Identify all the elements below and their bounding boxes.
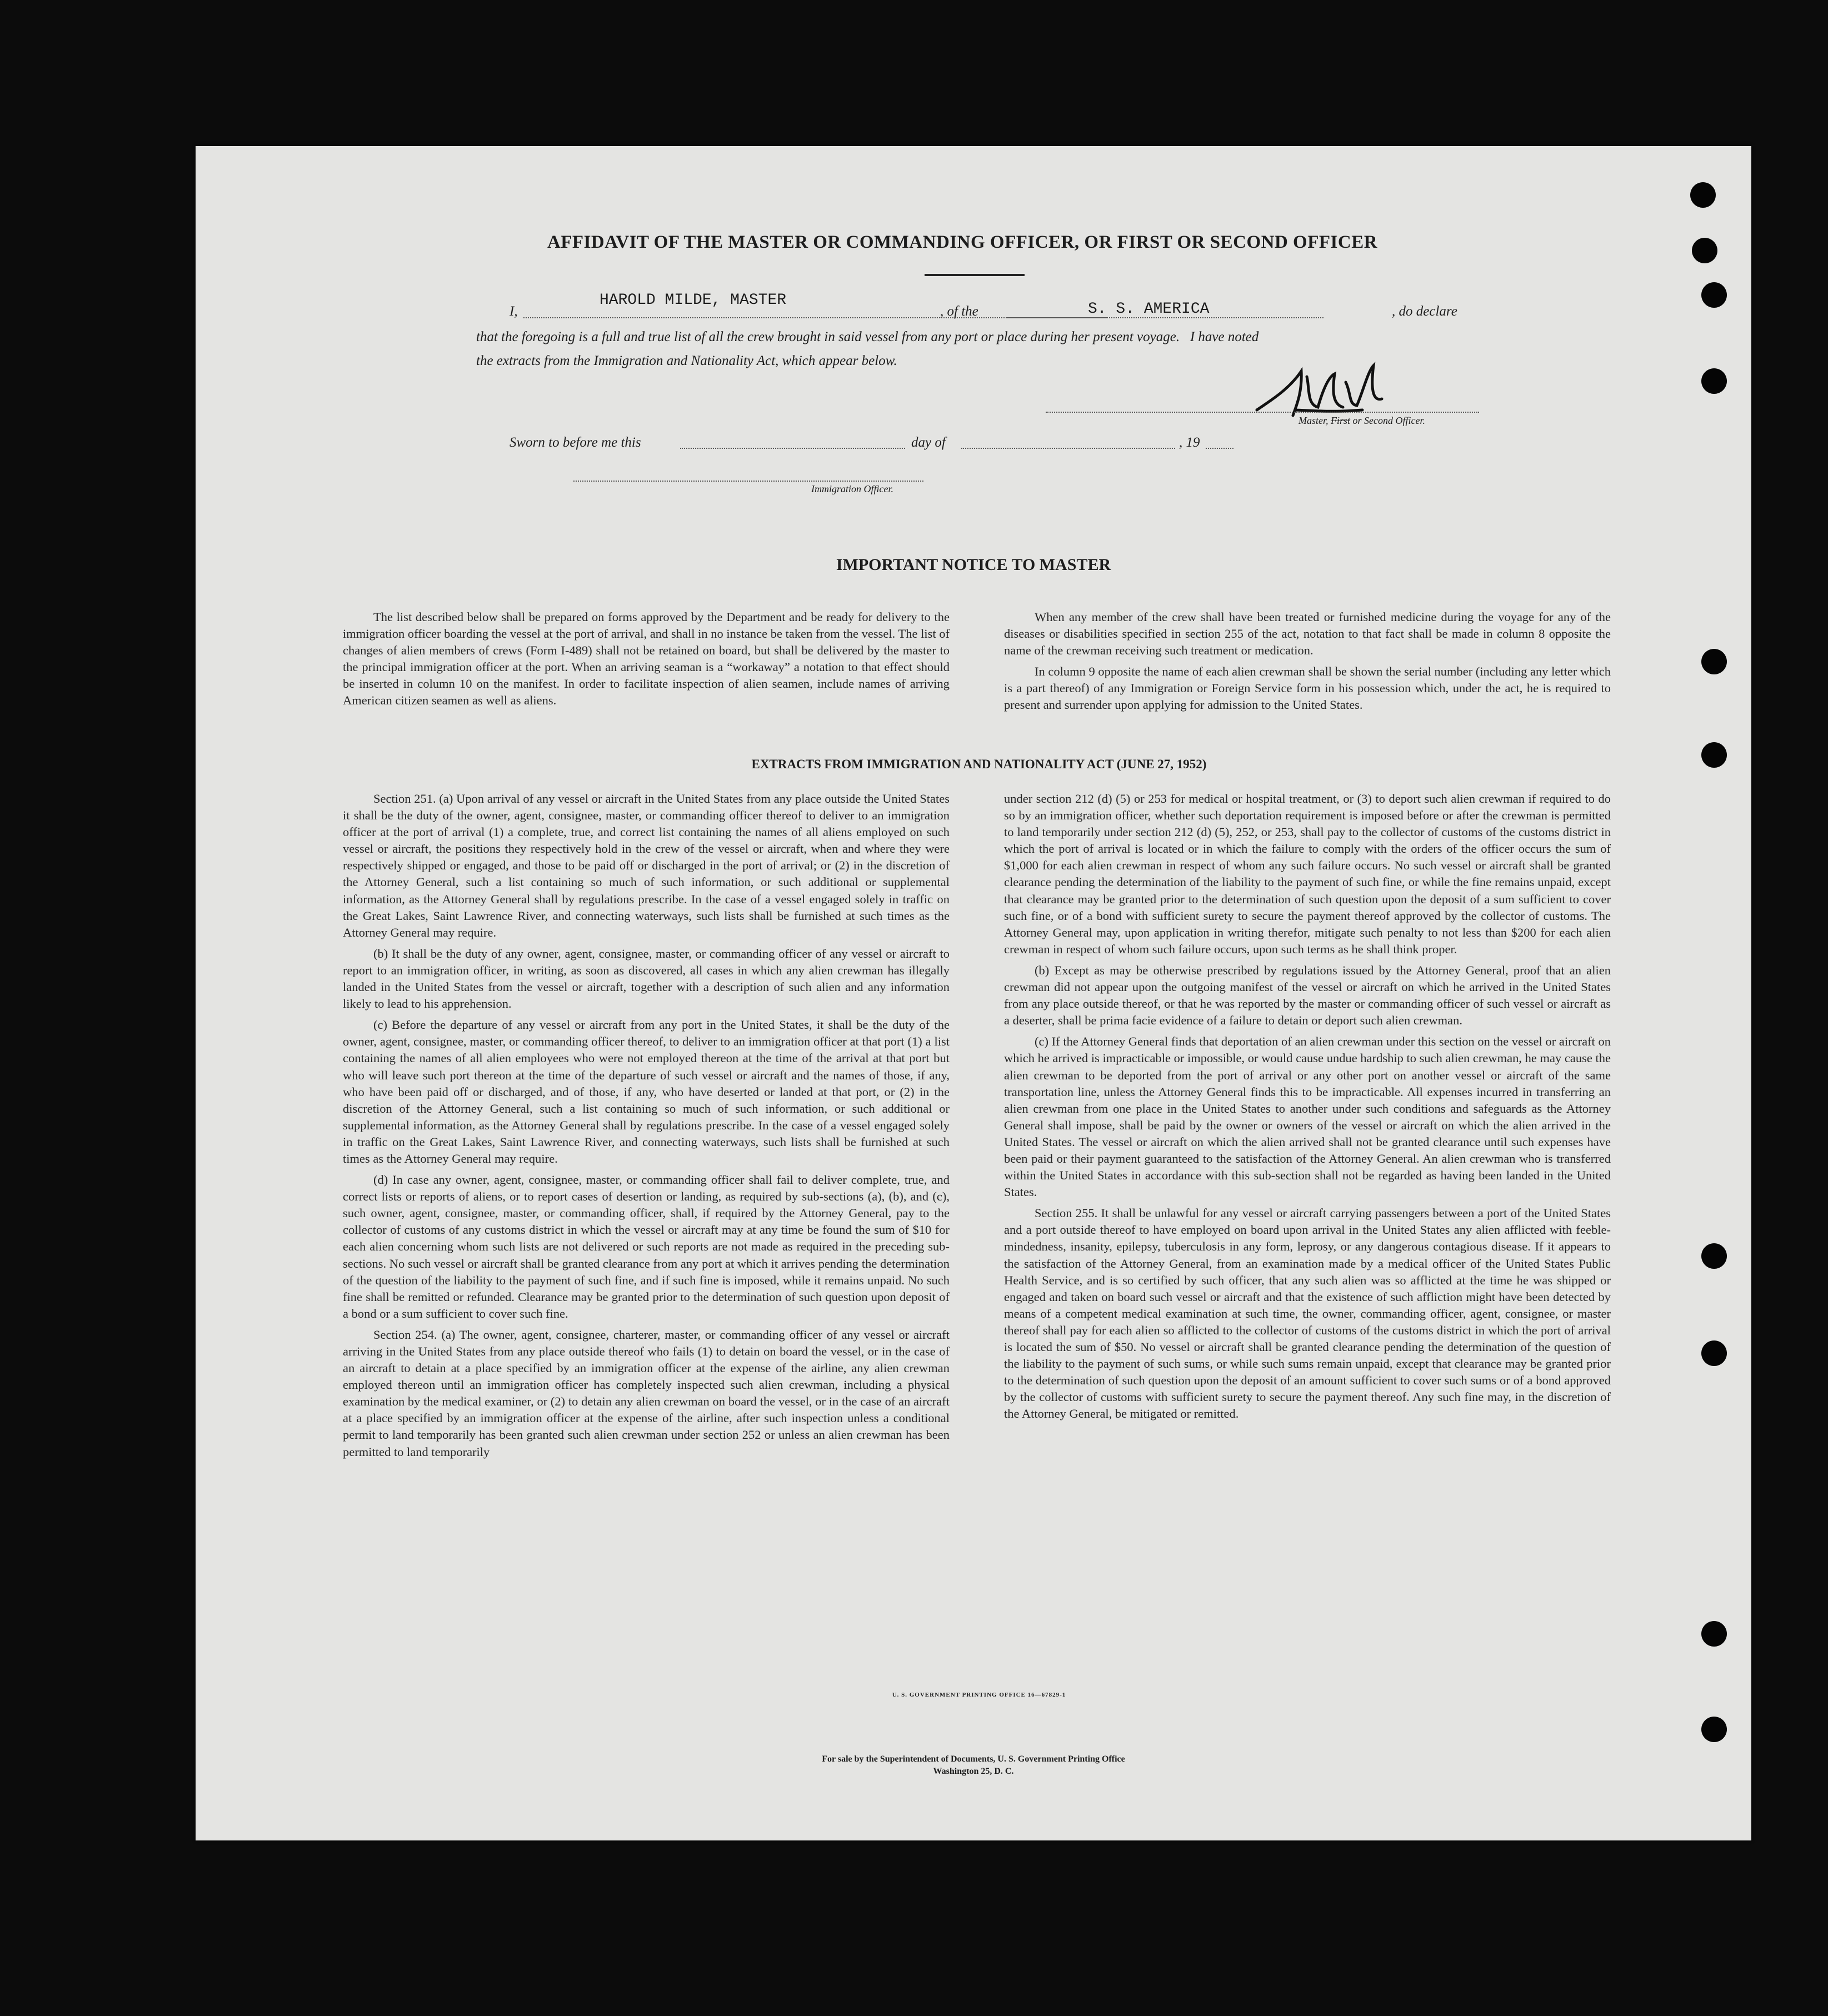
sworn-label: Sworn to before me this <box>510 435 641 450</box>
section-255: Section 255. It shall be unlawful for any vessel or aircraft carrying passengers between a port of the United States and a port outside thereof to have employed on board upon arrival in the United States any alien afflicted with feeble-mindedness, insanity, epilepsy, tuberculosis in any form, leprosy, or any dangerous contagious disease. If it appears to the satisfaction of the Attorney General, from an examination made by a medical officer of the United States Public Health Service, and is so certified by such officer, that any such alien was so afflicted at the time he was shipped or engaged and taken on board such vessel or aircraft and that the existence of such affliction might have been detected by means of a competent medical examination at such time, the owner, commanding officer, agent, consignee, or master thereof shall pay for each alien so afflicted to the collector of customs of the customs district in which the port of arrival is located the sum of $50. No vessel or aircraft shall be granted clearance pending the determination of the question of the liability to the payment of such sums, or while such sums remain unpaid, except that clearance may be granted prior to the determination of such question upon the deposit of an amount sufficient to cover such sums or of a bond approved by the collector of customs with sufficient surety to secure the payment thereof. Any such fine may, in the discretion of the Attorney General, be mitigated or remitted. <box>1004 1206 1611 1421</box>
immigration-officer-caption: Immigration Officer. <box>811 483 893 494</box>
sworn-day-line <box>680 448 905 449</box>
declaration-statement-line1: that the foregoing is a full and true list of all the crew brought in said vessel from any port or place during her present voyage. I have noted <box>476 329 1259 344</box>
punch-hole <box>1692 238 1717 263</box>
section-254-a-continued: under section 212 (d) (5) or 253 for medical or hospital treatment, or (3) to deport such alien crewman if required to do so by an immigration officer, whether such deportation requirement is imposed before or after the crewman is permitted to land temporarily under section 212 (d) (5), 252, or 253, shall pay to the collector of customs of the customs district in which the port of arrival is located or in which the failure to comply with the orders of the officer occurs the sum of $1,000 for each alien crewman in respect of whom any such failure occurs. No such vessel or aircraft shall be granted clearance pending the determination of the liability to the payment of such fine, or while the fine remains unpaid, except that clearance may be granted prior to the determination of such question upon the deposit of a sum sufficient to cover such fine, or of a bond with sufficient surety to secure the payment thereof approved by the collector of customs. The Attorney General may, upon application in writing therefor, mitigate such penalty to not less than $200 for each alien crewman in respect of whom such failure occurs, upon such terms as he shall think proper. <box>1004 792 1611 956</box>
caption-master: Master, <box>1298 415 1328 426</box>
master-name-value: HAROLD MILDE, MASTER <box>600 292 787 309</box>
signature-line <box>1046 412 1479 413</box>
of-the-label: , of the <box>940 304 978 319</box>
vessel-name-value: S. S. AMERICA <box>1088 301 1210 318</box>
caption-first-struck: First <box>1331 415 1351 426</box>
section-251-b: (b) It shall be the duty of any owner, agent, consignee, master, or commanding officer of any vessel or aircraft to report to an immigration officer, in writing, as soon as discovered, all cases in which any alien crewman has illegally landed in the United States from the vessel or aircraft, together with a description of such alien and any information likely to lead to his apprehension. <box>343 946 950 1011</box>
caption-second-officer: or Second Officer. <box>1352 415 1425 426</box>
sale-line-1: For sale by the Superintendent of Documents, U. S. Government Printing Office <box>822 1754 1125 1764</box>
section-251-a: Section 251. (a) Upon arrival of any vessel or aircraft in the United States from any place outside the United States it shall be the duty of the owner, agent, consignee, master, or commanding officer thereof to deliver to an immigration officer at the port of arrival (1) a complete, true, and correct list containing the names of all aliens employed on such vessel or aircraft, the positions they respectively hold in the crew of the vessel or aircraft, when and where they were respectively shipped or engaged, and those to be paid off or discharged in the port of arrival; or (2) in the discretion of the Attorney General, such a list containing so much of such information, or such additional or supplemental information, as the Attorney General shall by regulations prescribe. In the case of a vessel engaged solely in traffic on the Great Lakes, Saint Lawrence River, and connecting waterways, such lists shall be furnished at such times as the Attorney General may require. <box>343 792 950 939</box>
sworn-month-line <box>961 448 1175 449</box>
notice-left-paragraph: The list described below shall be prepared on forms approved by the Department and be ready for delivery to the immigration officer boarding the vessel at the port of arrival, and shall in no instance be taken from the vessel. The list of changes of alien members of crews (Form I-489) shall not be retained on board, but shall be delivered by the master to the principal immigration officer at the port. When an arriving seaman is a “workaway” a notation to that effect should be inserted in column 10 on the manifest. In order to facilitate inspection of alien seamen, include names of arriving American citizen seamen as well as aliens. <box>343 610 950 708</box>
sworn-year-line <box>1206 448 1233 449</box>
notice-title: IMPORTANT NOTICE TO MASTER <box>836 556 1111 574</box>
punch-hole <box>1701 1243 1727 1269</box>
affidavit-title: AFFIDAVIT OF THE MASTER OR COMMANDING OFFICER, OR FIRST OR SECOND OFFICER <box>547 232 1378 252</box>
punch-hole <box>1701 649 1727 674</box>
punch-hole <box>1701 368 1727 394</box>
section-251-c: (c) Before the departure of any vessel or aircraft from any port in the United States, it shall be the duty of the owner, agent, consignee, master, or commanding officer thereof, to deliver to an immigration officer at that port (1) a list containing the names of all alien employees who were not employed thereon at the time of the arrival at that port but who will leave such port thereon at the time of the departure of such vessel or aircraft and the names of those, if any, who have been paid off or discharged, and of those, if any, who have deserted or landed at that port, or (2) in the discretion of the Attorney General, such a list containing so much of such information, or such additional or supplemental information, as the Attorney General shall by regulations prescribe. In the case of a vessel engaged solely in traffic on the Great Lakes, Saint Lawrence River, and connecting waterways, such lists shall be furnished at such times as the Attorney General may require. <box>343 1018 950 1165</box>
declaration-prefix: I, <box>510 304 518 319</box>
punch-hole <box>1701 1621 1727 1647</box>
declaration-statement-line2: the extracts from the Immigration and Nationality Act, which appear below. <box>476 353 897 368</box>
form-page <box>196 146 1751 1840</box>
extracts-right-column <box>1004 791 1611 1427</box>
signature-caption <box>1298 415 1425 427</box>
printing-office-line: U. S. GOVERNMENT PRINTING OFFICE 16—67829-1 <box>892 1692 1066 1698</box>
punch-hole <box>1701 1340 1727 1366</box>
sale-notice <box>696 1753 1251 1778</box>
section-254-a: Section 254. (a) The owner, agent, consignee, charterer, master, or commanding officer of any vessel or aircraft arriving in the United States from any place outside thereof who fails (1) to detain on board the vessel, or in the case of an aircraft to detain at a place specified by an immigration officer at the expense of the airline, any alien crewman employed thereon until an immigration officer has completely inspected such alien crewman, including a physical examination by the medical examiner, or (2) to detain any alien crewman on board the vessel, or in the case of an aircraft at a place specified by an immigration officer at the expense of the airline, after such inspection unless a conditional permit to land temporarily has been granted such alien crewman under section 252 or unless an alien crewman has been permitted to land temporarily <box>343 1327 950 1459</box>
title-divider <box>925 274 1025 276</box>
punch-hole <box>1701 742 1727 768</box>
notice-left-column <box>343 609 950 714</box>
notice-right-column <box>1004 609 1611 718</box>
year-prefix-label: , 19 <box>1179 435 1200 450</box>
day-of-label: day of <box>911 435 946 450</box>
punch-hole <box>1701 1717 1727 1742</box>
immigration-officer-line <box>573 481 923 482</box>
notice-right-paragraph-2: In column 9 opposite the name of each alien crewman shall be shown the serial number (including any letter which is a part thereof) of any Immigration or Foreign Service form in his possession which, under the act, he is required to present and surrender upon applying for admission to the United States. <box>1004 664 1611 712</box>
section-254-c: (c) If the Attorney General finds that deportation of an alien crewman under this section on the vessel or aircraft on which he arrived is impracticable or impossible, or would cause undue hardship to such alien crewman, he may cause the alien crewman to be deported from the port of arrival or any other port on another vessel or aircraft of the same transportation line, unless the Attorney General finds this to be impracticable. All expenses incurred in transferring an alien crewman from one place in the United States to another under such conditions and safeguards as the Attorney General shall impose, shall be paid by the owner or owners of the vessel or aircraft on which the alien arrived in the United States. The vessel or aircraft on which the alien arrived shall not be granted clearance until such expenses have been paid or their payment guaranteed to the satisfaction of the Attorney General. An alien crewman who is transferred within the United States in accordance with this sub-section shall not be regarded as having been landed in the United States. <box>1004 1034 1611 1199</box>
extracts-title: EXTRACTS FROM IMMIGRATION AND NATIONALITY ACT (JUNE 27, 1952) <box>751 757 1207 771</box>
sale-line-2: Washington 25, D. C. <box>933 1767 1014 1776</box>
section-254-b: (b) Except as may be otherwise prescribed by regulations issued by the Attorney General, proof that an alien crewman did not appear upon the outgoing manifest of the vessel or aircraft on which he arrived in the United States from any place outside thereof, or that he was reported by the master or commanding officer of such vessel or aircraft as a deserter, shall be prima facie evidence of a failure to detain or deport such alien crewman. <box>1004 963 1611 1028</box>
notice-right-paragraph-1: When any member of the crew shall have been treated or furnished medicine during the voyage for any of the diseases or disabilities specified in section 255 of the act, notation to that fact shall be made in column 8 opposite the name of the crewman receiving such treatment or medication. <box>1004 610 1611 658</box>
section-251-d: (d) In case any owner, agent, consignee, master, or commanding officer shall fail to deliver complete, true, and correct lists or reports of aliens, or to report cases of desertion or landing, as required by sub-sections (a), (b), and (c), such owner, agent, consignee, master, or commanding officer, shall, if required by the Attorney General, pay to the collector of customs of any customs district in which the vessel or aircraft may at any time be found the sum of $10 for each alien concerning whom such lists are not delivered or such reports are not made as required in the preceding sub-sections. No such vessel or aircraft shall be granted clearance from any port at which it arrives pending the determination of the question of the liability to the payment of such fine, and if such fine is imposed, while it remains unpaid. No such fine shall be remitted or refunded. Clearance may be granted prior to the determination of such question upon deposit of a bond or a sum sufficient to cover such fine. <box>343 1173 950 1320</box>
extracts-left-column <box>343 791 950 1465</box>
punch-hole <box>1701 282 1727 308</box>
punch-hole <box>1690 182 1716 208</box>
do-declare-label: , do declare <box>1392 304 1457 319</box>
